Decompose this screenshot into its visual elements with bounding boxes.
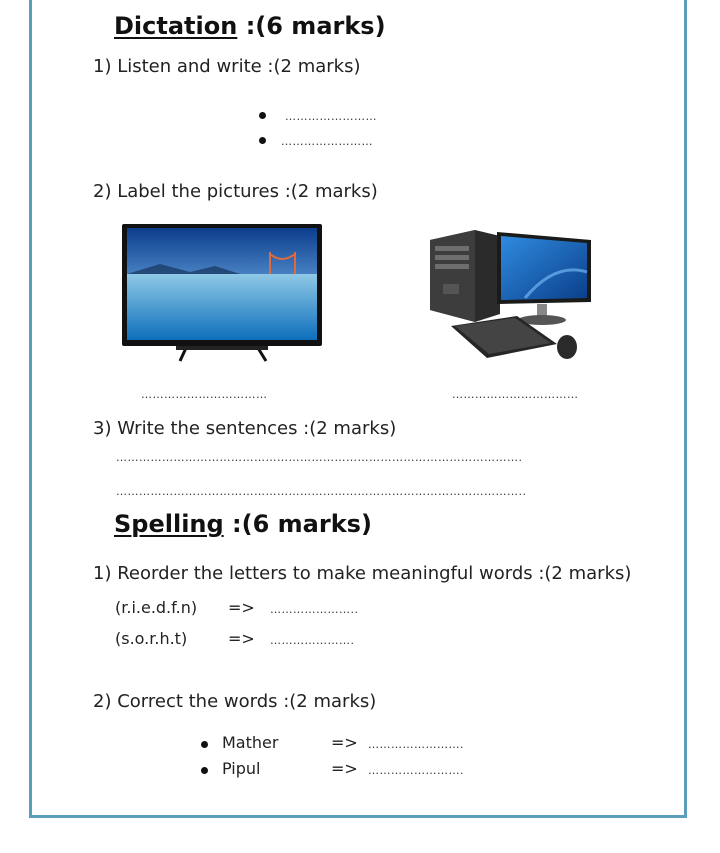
- spelling-q2: 2) Correct the words :(2 marks): [93, 691, 377, 712]
- spelling-q1: 1) Reorder the letters to make meaningful words :(2 marks): [93, 563, 632, 584]
- correct-arrow-1: =>: [331, 733, 358, 752]
- dictation-q1: 1) Listen and write :(2 marks): [93, 56, 361, 77]
- reorder-letters-2: (s.o.r.h.t): [115, 629, 188, 648]
- listen-blank-2: ……………………: [281, 135, 373, 148]
- label-blank-tv: ……………………………: [141, 388, 268, 401]
- reorder-letters-1: (r.i.e.d.f.n): [115, 598, 198, 617]
- listen-blank-1: ……………………: [285, 110, 377, 123]
- correct-word-2: Pipul: [222, 759, 261, 778]
- tv-picture: [120, 222, 324, 366]
- reorder-arrow-1: =>: [228, 598, 255, 617]
- spelling-heading: Spelling :(6 marks): [114, 510, 372, 538]
- correct-arrow-2: =>: [331, 759, 358, 778]
- correct-blank-2: …………………….: [368, 764, 464, 777]
- reorder-blank-1: …………………..: [270, 603, 359, 616]
- correct-word-1: Mather: [222, 733, 279, 752]
- bullet: [259, 112, 266, 119]
- reorder-blank-2: ………………….: [270, 634, 355, 647]
- dictation-heading: Dictation :(6 marks): [114, 12, 386, 40]
- sentence-line-1: …………………………………………………………………………………………….: [116, 451, 523, 464]
- reorder-arrow-2: =>: [228, 629, 255, 648]
- dictation-q2: 2) Label the pictures :(2 marks): [93, 181, 378, 202]
- bullet: [201, 767, 208, 774]
- bullet: [259, 137, 266, 144]
- correct-blank-1: …………………….: [368, 738, 464, 751]
- bullet: [201, 741, 208, 748]
- label-blank-computer: ……………………………: [452, 388, 579, 401]
- dictation-q3: 3) Write the sentences :(2 marks): [93, 418, 397, 439]
- computer-picture: [425, 222, 600, 367]
- sentence-line-2: ……………………………………………………………………………………………..: [116, 485, 527, 498]
